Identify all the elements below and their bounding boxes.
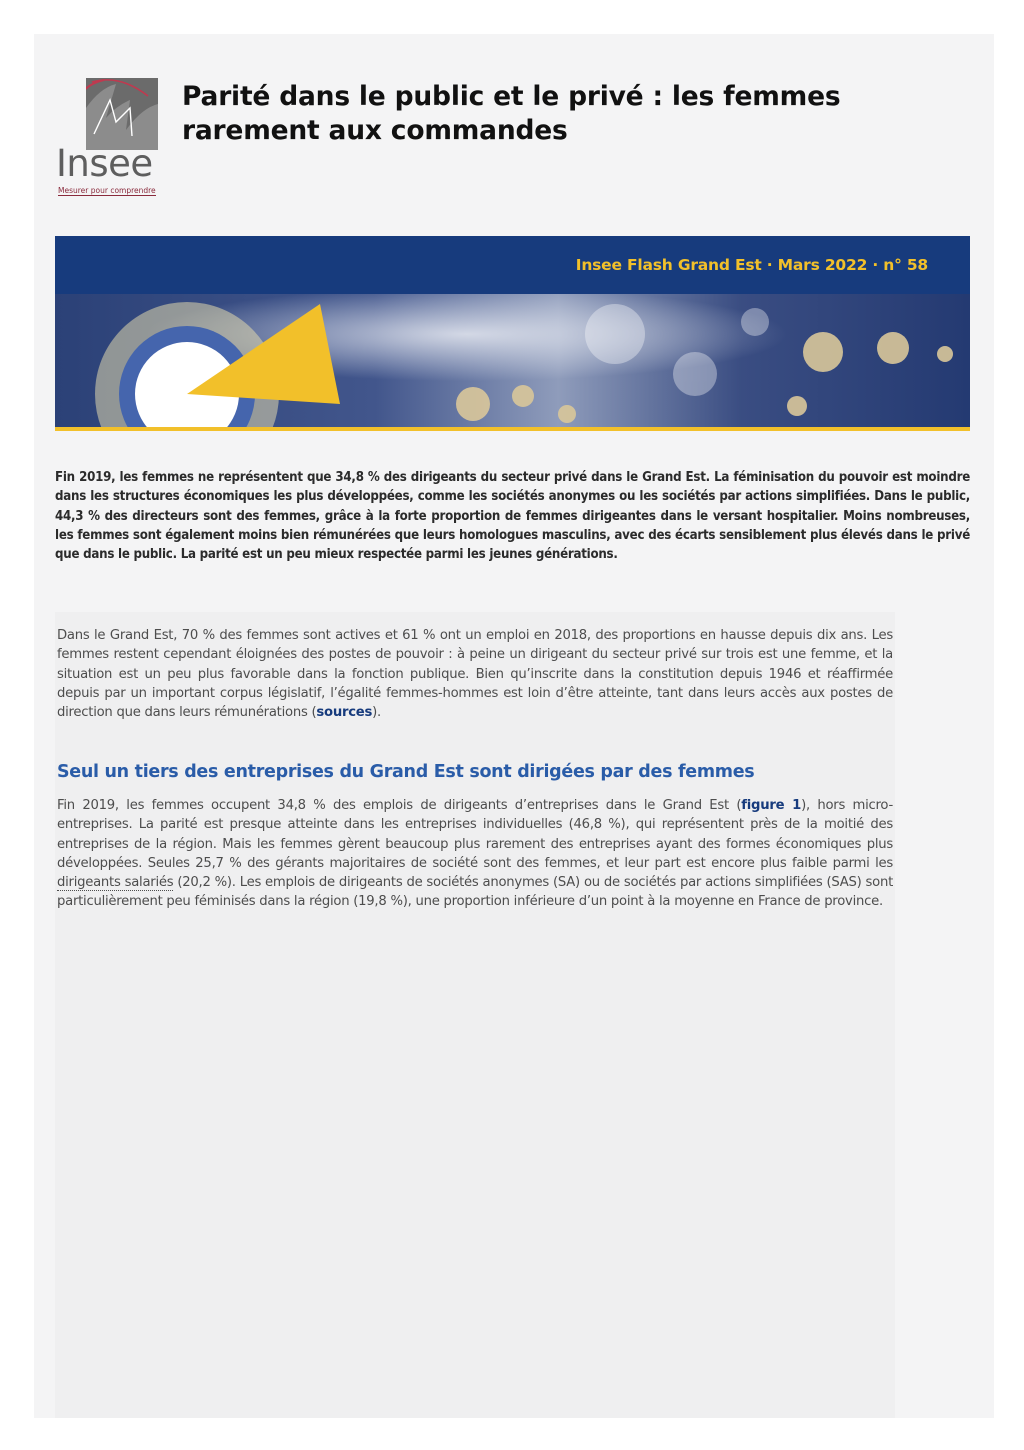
intro-text: Dans le Grand Est, 70 % des femmes sont actives et 61 % ont un emploi en 2018, des proportions en hausse depuis dix ans. Les femmes restent cependant éloignées des postes de pouvoir : à peine un dirigeant du secteur privé sur trois est une femme, et la situation est un peu plus favorable dans la fonction publique. Bien qu’inscrite dans la constitution depuis 1946 et réaffirmée depuis par un important corpus législatif, l’égalité femmes-hommes est loin d’être atteinte, tant dans leurs accès aux postes de direction que dans leurs rémunérations ( [57,628,893,721]
section-text-middle: ), hors micro-entreprises. La parité est presque atteinte dans les entreprises individuelles (46,8 %), qui représentent près de la moitié des entreprises de la région. Mais les femmes gèrent beaucoup plus rarement des entreprises ayant des formes économiques plus développées. Seules 25,7 % des gérants majoritaires de société sont des femmes, et leur part est encore plus faible parmi les [57,798,893,871]
publication-label: Insee Flash Grand Est · Mars 2022 · n° 58 [575,256,928,274]
banner-illustration [55,294,970,428]
insee-logo-mark-icon [86,78,158,150]
section-heading: Seul un tiers des entreprises du Grand Est sont dirigées par des femmes [57,762,755,782]
lead-paragraph: Fin 2019, les femmes ne représentent que 34,8 % des dirigeants du secteur privé dans le Grand Est. La féminisation du pouvoir est moindre dans les structures économiques les plus développées, comme les sociétés anonymes ou les sociétés par actions simplifiées. Dans le public, 44,3 % des directeurs sont des femmes, grâce à la forte proportion de femmes dirigeantes dans le versant hospitalier. Moins nombreuses, les femmes sont également moins bien rémunérées que leurs homologues masculins, avec des écarts sensiblement plus élevés dans le privé que dans le public. La parité est un peu mieux respectée parmi les jeunes générations. [55,470,970,563]
logo-wordmark: Insee [56,142,153,185]
document-page [34,34,994,1418]
insee-logo[interactable] [56,78,168,198]
sources-link[interactable]: sources [316,705,373,721]
article-body [55,612,895,1418]
section-paragraph [55,796,895,912]
page-title: Parité dans le public et le privé : les femmes rarement aux commandes [182,81,841,146]
section-text-end: (20,2 %). Les emplois de dirigeants de sociétés anonymes (SA) ou de sociétés par actions simplifiées (SAS) sont particulièrement peu féminisés dans la région (19,8 %), une proportion inférieure d’un point à la moyenne en France de province. [57,875,894,910]
logo-tagline: Mesurer pour comprendre [58,186,156,195]
intro-text-end: ). [372,705,381,721]
section-text: Fin 2019, les femmes occupent 34,8 % des emplois de dirigeants d’entreprises dans le Grand Est ( [57,798,742,813]
figure-1-link[interactable]: figure 1 [741,798,802,813]
publication-banner [55,236,970,294]
definition-link-dirigeants-salaries[interactable]: dirigeants salariés [57,875,174,891]
banner-underline [55,427,970,431]
intro-paragraph [55,626,895,722]
